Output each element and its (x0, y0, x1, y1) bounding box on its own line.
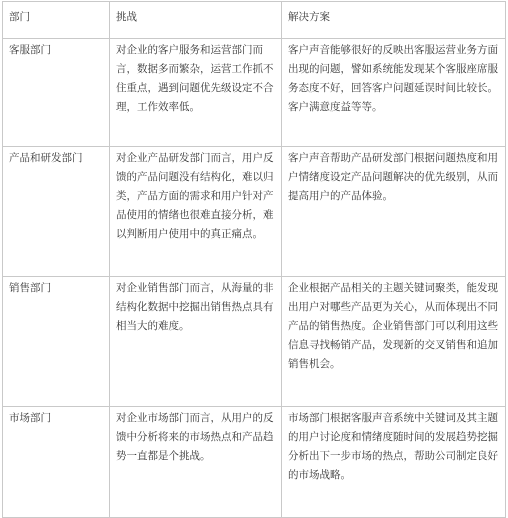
table-row (3, 147, 506, 277)
header-solution: 解决方案 (282, 2, 506, 39)
department-cell: 市场部门 (3, 407, 110, 518)
department-cell: 销售部门 (3, 277, 110, 407)
solution-cell: 企业根据产品相关的主题关键词聚类，能发现出用户对哪些产品更为关心，从而体现出不同产品的销售热度。企业销售部门可以利用这些信息寻找畅销产品，发现新的交叉销售和追加销售机会。 (282, 277, 506, 407)
solution-cell: 客户声音能够很好的反映出客服运营业务方面出现的问题，譬如系统能发现某个客服座席服务态度不好，回答客户问题延误时间比较长。客户满意度益等等。 (282, 39, 506, 147)
challenge-cell: 对企业销售部门而言，从海量的非结构化数据中挖掘出销售热点具有相当大的难度。 (110, 277, 282, 407)
solution-cell: 市场部门根据客服声音系统中关键词及其主题的用户讨论度和情绪度随时间的发展趋势挖掘分析出下一步市场的热点，帮助公司制定良好的市场战略。 (282, 407, 506, 518)
table-header-row (3, 2, 506, 39)
header-department: 部门 (3, 2, 110, 39)
challenge-cell: 对企业市场部门而言，从用户的反馈中分析将来的市场热点和产品趋势一直都是个挑战。 (110, 407, 282, 518)
challenge-cell: 对企业的客户服务和运营部门而言，数据多而繁杂，运营工作抓不住重点，遇到问题优先级设定不合理，工作效率低。 (110, 39, 282, 147)
table-row (3, 39, 506, 147)
header-challenge: 挑战 (110, 2, 282, 39)
department-cell: 产品和研发部门 (3, 147, 110, 277)
department-challenge-solution-table (2, 1, 506, 518)
table-row (3, 407, 506, 518)
challenge-cell: 对企业产品研发部门而言，用户反馈的产品问题没有结构化，难以归类，产品方面的需求和用户针对产品使用的情绪也很难直接分析，难以判断用户使用中的真正痛点。 (110, 147, 282, 277)
solution-cell: 客户声音帮助产品研发部门根据问题热度和用户情绪度设定产品问题解决的优先级别，从而提高用户的产品体验。 (282, 147, 506, 277)
table-row (3, 277, 506, 407)
department-cell: 客服部门 (3, 39, 110, 147)
